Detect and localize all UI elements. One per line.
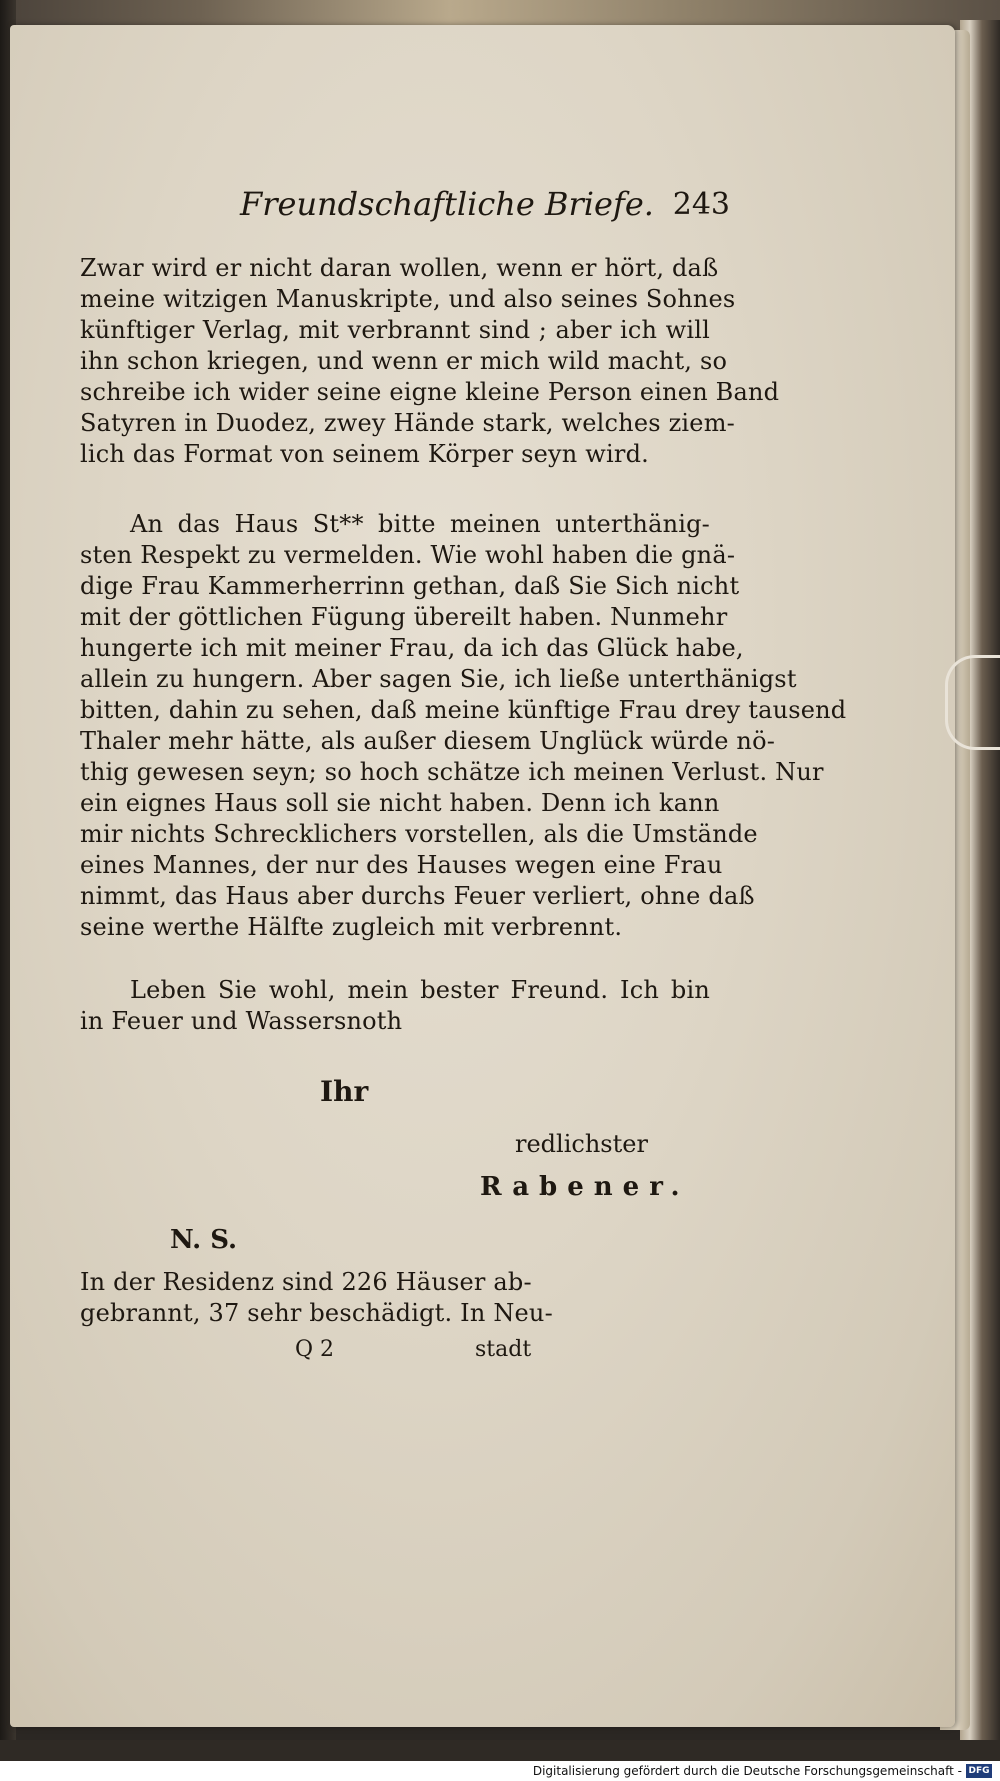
text-line: In der Residenz sind 226 Häuser ab-	[80, 1268, 532, 1296]
paragraph-1	[80, 253, 780, 470]
text-line: künftiger Verlag, mit verbrannt sind ; aber ich will	[80, 316, 710, 344]
text-line: schreibe ich wider seine eigne kleine Person einen Band	[80, 378, 780, 406]
closing-salutation: Ihr	[320, 1075, 369, 1108]
postscript-label: N. S.	[170, 1225, 238, 1255]
author-name: Rabener.	[480, 1172, 690, 1202]
signature-mark: Q 2	[295, 1337, 335, 1362]
text-line: mir nichts Schrecklichers vorstellen, als die Umstände	[80, 820, 758, 848]
text-line: ein eignes Haus soll sie nicht haben. Denn ich kann	[80, 789, 720, 817]
text-line: thig gewesen seyn; so hoch schätze ich meinen Verlust. Nur	[80, 758, 824, 786]
text-line: ihn schon kriegen, und wenn er mich wild macht, so	[80, 347, 728, 375]
text-line: lich das Format von seinem Körper seyn wird.	[80, 440, 649, 468]
text-line: An das Haus St** bitte meinen unterthänig-	[130, 510, 710, 538]
text-line: meine witzigen Manuskripte, und also seines Sohnes	[80, 285, 736, 313]
text-line: Zwar wird er nicht daran wollen, wenn er hört, daß	[80, 254, 719, 282]
digitization-credit: Digitalisierung gefördert durch die Deutsche Forschungsgemeinschaft -	[532, 1764, 962, 1778]
text-line: Leben Sie wohl, mein bester Freund. Ich bin	[130, 976, 710, 1004]
text-line: bitten, dahin zu sehen, daß meine künftige Frau drey tausend	[80, 696, 847, 724]
paragraph-3	[80, 975, 710, 1037]
paragraph-2	[80, 509, 847, 943]
text-line: gebrannt, 37 sehr beschädigt. In Neu-	[80, 1299, 553, 1327]
running-title: Freundschaftliche Briefe.	[240, 185, 654, 223]
text-line: sten Respekt zu vermelden. Wie wohl haben die gnä-	[80, 541, 736, 569]
page-number: 243	[672, 187, 730, 222]
text-line: eines Mannes, der nur des Hauses wegen eine Frau	[80, 851, 723, 879]
text-line: Satyren in Duodez, zwey Hände stark, welches ziem-	[80, 409, 735, 437]
text-line: seine werthe Hälfte zugleich mit verbrennt.	[80, 913, 623, 941]
text-line: mit der göttlichen Fügung übereilt haben. Nunmehr	[80, 603, 728, 631]
text-line: Thaler mehr hätte, als außer diesem Unglück würde nö-	[80, 727, 776, 755]
book-page	[10, 25, 955, 1727]
postscript-text	[80, 1267, 553, 1329]
text-line: hungerte ich mit meiner Frau, da ich das Glück habe,	[80, 634, 744, 662]
dfg-logo: DFG	[966, 1764, 992, 1778]
text-line: in Feuer und Wassersnoth	[80, 1007, 403, 1035]
text-line: nimmt, das Haus aber durchs Feuer verliert, ohne daß	[80, 882, 755, 910]
bookmark-ribbon	[945, 655, 1000, 750]
closing-adjective: redlichster	[515, 1130, 648, 1158]
text-line: allein zu hungern. Aber sagen Sie, ich ließe unterthänigst	[80, 665, 797, 693]
catchword: stadt	[475, 1337, 532, 1362]
text-line: dige Frau Kammerherrinn gethan, daß Sie Sich nicht	[80, 572, 740, 600]
running-head	[240, 185, 730, 235]
